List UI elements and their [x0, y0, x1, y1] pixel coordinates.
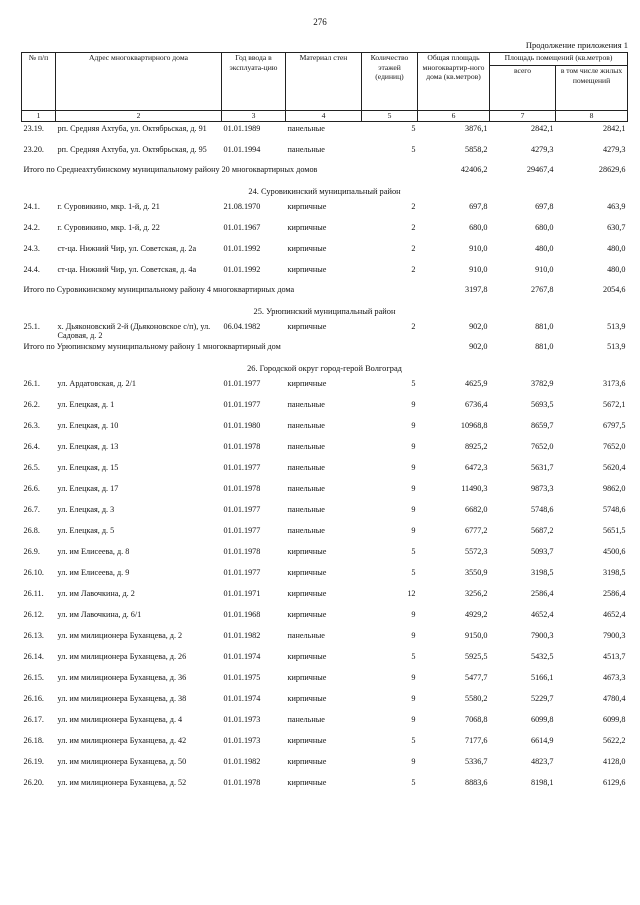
total-living-area: 28629,6 — [598, 164, 626, 174]
total-living-area: 2054,6 — [602, 284, 626, 294]
row-living-area: 4673,3 — [602, 672, 626, 682]
row-premises-area: 3782,9 — [530, 378, 554, 388]
row-total-area: 7177,6 — [464, 735, 488, 745]
row-premises-area: 6099,8 — [530, 714, 554, 724]
row-number: 23.20. — [23, 144, 44, 154]
total-premises-area: 29467,4 — [526, 164, 554, 174]
row-total-area: 680,0 — [469, 222, 488, 232]
column-index-cell: 3 — [222, 111, 286, 122]
row-commission-date: 01.01.1977 — [223, 525, 261, 535]
row-floors: 5 — [411, 378, 416, 388]
row-address: ул. Елецкая, д. 13 — [57, 441, 119, 451]
row-commission-date: 01.01.1977 — [223, 462, 261, 472]
total-row — [22, 341, 628, 363]
row-number: 26.13. — [23, 630, 44, 640]
header-premises-area: Площадь помещений (кв.метров) — [490, 53, 628, 66]
row-premises-area: 6614,9 — [530, 735, 554, 745]
table-row — [22, 713, 628, 734]
column-index-row — [22, 111, 628, 122]
table-body — [22, 111, 628, 797]
row-commission-date: 21.08.1970 — [223, 201, 261, 211]
table-row — [22, 143, 628, 164]
row-floors: 9 — [411, 504, 416, 514]
row-commission-date: 01.01.1989 — [223, 124, 261, 133]
row-commission-date: 06.04.1982 — [223, 321, 261, 331]
row-wall-material: кирпичные — [287, 201, 327, 211]
row-total-area: 6777,2 — [464, 525, 488, 535]
row-living-area: 480,0 — [607, 243, 626, 253]
table-row — [22, 503, 628, 524]
row-living-area: 3173,6 — [602, 378, 626, 388]
row-commission-date: 01.01.1977 — [223, 567, 261, 577]
row-address: рп. Средняя Ахтуба, ул. Октябрьская, д. 95 — [57, 144, 207, 154]
row-floors: 9 — [411, 693, 416, 703]
table-row — [22, 524, 628, 545]
row-total-area: 3876,1 — [464, 124, 488, 133]
row-total-area: 11490,3 — [461, 483, 488, 493]
row-address: ул. Ардатовская, д. 2/1 — [57, 378, 136, 388]
row-living-area: 9862,0 — [602, 483, 626, 493]
row-floors: 5 — [411, 651, 416, 661]
row-floors: 2 — [411, 222, 416, 232]
row-wall-material: кирпичные — [287, 321, 327, 331]
row-total-area: 7068,8 — [464, 714, 488, 724]
row-address: рп. Средняя Ахтуба, ул. Октябрьская, д. 91 — [57, 124, 207, 133]
row-premises-area: 7900,3 — [530, 630, 554, 640]
housing-table — [21, 52, 628, 797]
row-total-area: 3256,2 — [464, 588, 488, 598]
total-area: 902,0 — [469, 341, 488, 351]
table-row — [22, 377, 628, 398]
row-address: х. Дьяконовский 2-й (Дьяконовское с/п), ул. Садовая, д. 2 — [57, 321, 211, 340]
row-number: 25.1. — [23, 321, 40, 331]
row-living-area: 5748,6 — [602, 504, 626, 514]
row-address: ул. им милиционера Буханцева, д. 36 — [57, 672, 187, 682]
row-floors: 9 — [411, 462, 416, 472]
row-number: 24.4. — [23, 264, 40, 274]
row-commission-date: 01.01.1971 — [223, 588, 261, 598]
row-address: ул. им Елисеева, д. 9 — [57, 567, 130, 577]
row-address: ул. им милиционера Буханцева, д. 52 — [57, 777, 187, 787]
row-floors: 5 — [411, 124, 416, 133]
row-premises-area: 8659,7 — [530, 420, 554, 430]
table-row — [22, 440, 628, 461]
row-commission-date: 01.01.1974 — [223, 651, 261, 661]
header-address: Адрес многоквартирного дома — [56, 53, 222, 111]
total-area: 3197,8 — [464, 284, 488, 294]
row-living-area: 3198,5 — [602, 567, 626, 577]
section-heading-row — [22, 306, 628, 320]
table-row — [22, 545, 628, 566]
row-address: ст-ца. Нижний Чир, ул. Советская, д. 4а — [57, 264, 197, 274]
row-wall-material: кирпичные — [287, 243, 327, 253]
row-living-area: 513,9 — [607, 321, 626, 331]
row-address: г. Суровикино, мкр. 1-й, д. 22 — [57, 222, 160, 232]
row-wall-material: кирпичные — [287, 546, 327, 556]
row-wall-material: панельные — [287, 144, 325, 154]
table-row — [22, 263, 628, 284]
row-wall-material: панельные — [287, 441, 325, 451]
row-floors: 5 — [411, 144, 416, 154]
row-address: ул. им Лавочкина, д. 6/1 — [57, 609, 142, 619]
row-address: ул. Елецкая, д. 1 — [57, 399, 115, 409]
row-commission-date: 01.01.1967 — [223, 222, 261, 232]
table-row — [22, 566, 628, 587]
column-index-cell: 6 — [418, 111, 490, 122]
row-address: ул. им милиционера Буханцева, д. 2 — [57, 630, 183, 640]
row-premises-area: 7652,0 — [530, 441, 554, 451]
table-row — [22, 650, 628, 671]
row-living-area: 2842,1 — [602, 124, 626, 133]
row-premises-area: 881,0 — [535, 321, 554, 331]
row-premises-area: 4823,7 — [530, 756, 554, 766]
row-commission-date: 01.01.1977 — [223, 399, 261, 409]
table-row — [22, 608, 628, 629]
row-address: ул. им Лавочкина, д. 2 — [57, 588, 135, 598]
table-row — [22, 482, 628, 503]
header-all: всего — [490, 66, 556, 111]
row-address: ул. Елецкая, д. 17 — [57, 483, 119, 493]
row-number: 26.2. — [23, 399, 40, 409]
column-index-cell: 4 — [286, 111, 362, 122]
table-row — [22, 755, 628, 776]
total-premises-area: 881,0 — [535, 341, 554, 351]
row-wall-material: панельные — [287, 525, 325, 535]
row-address: ул. им милиционера Буханцева, д. 4 — [57, 714, 183, 724]
row-total-area: 6682,0 — [464, 504, 488, 514]
row-address: ул. им Елисеева, д. 8 — [57, 546, 130, 556]
row-total-area: 5580,2 — [464, 693, 488, 703]
row-floors: 9 — [411, 420, 416, 430]
row-floors: 2 — [411, 243, 416, 253]
row-total-area: 10968,8 — [460, 420, 488, 430]
row-premises-area: 3198,5 — [530, 567, 554, 577]
row-wall-material: панельные — [287, 420, 325, 430]
row-floors: 5 — [411, 546, 416, 556]
column-index-cell: 2 — [56, 111, 222, 122]
row-floors: 12 — [407, 588, 416, 598]
row-living-area: 630,7 — [607, 222, 626, 232]
row-number: 23.19. — [23, 124, 44, 133]
row-premises-area: 5093,7 — [530, 546, 554, 556]
row-total-area: 4929,2 — [464, 609, 488, 619]
row-floors: 9 — [411, 630, 416, 640]
header-floors: Количество этажей (единиц) — [362, 53, 418, 111]
column-index-cell: 1 — [22, 111, 56, 122]
row-commission-date: 01.01.1992 — [223, 243, 261, 253]
table-row — [22, 671, 628, 692]
row-living-area: 4279,3 — [602, 144, 626, 154]
row-number: 26.4. — [23, 441, 40, 451]
row-commission-date: 01.01.1975 — [223, 672, 261, 682]
row-commission-date: 01.01.1980 — [223, 420, 261, 430]
header-total-area: Общая площадь многоквартир-ного дома (кв.метров) — [418, 53, 490, 111]
row-wall-material: кирпичные — [287, 378, 327, 388]
row-commission-date: 01.01.1974 — [223, 693, 261, 703]
row-floors: 5 — [411, 777, 416, 787]
row-wall-material: кирпичные — [287, 672, 327, 682]
row-floors: 9 — [411, 399, 416, 409]
row-address: ул. Елецкая, д. 5 — [57, 525, 115, 535]
column-index-cell: 7 — [490, 111, 556, 122]
row-floors: 2 — [411, 264, 416, 274]
row-total-area: 6472,3 — [464, 462, 488, 472]
row-number: 24.3. — [23, 243, 40, 253]
column-index-cell: 8 — [556, 111, 628, 122]
row-address: ул. Елецкая, д. 15 — [57, 462, 119, 472]
header-living: в том числе жилых помещений — [556, 66, 628, 111]
row-total-area: 3550,9 — [464, 567, 488, 577]
row-total-area: 910,0 — [469, 264, 488, 274]
section-heading-row — [22, 186, 628, 200]
row-commission-date: 01.01.1977 — [223, 378, 261, 388]
row-wall-material: кирпичные — [287, 756, 327, 766]
row-total-area: 5858,2 — [464, 144, 488, 154]
column-index-cell: 5 — [362, 111, 418, 122]
row-wall-material: панельные — [287, 630, 325, 640]
row-address: ул. им милиционера Буханцева, д. 38 — [57, 693, 187, 703]
row-living-area: 4500,6 — [602, 546, 626, 556]
row-living-area: 4780,4 — [602, 693, 626, 703]
row-commission-date: 01.01.1973 — [223, 735, 261, 745]
row-number: 26.9. — [23, 546, 40, 556]
row-premises-area: 5687,2 — [530, 525, 554, 535]
row-total-area: 902,0 — [469, 321, 488, 331]
row-premises-area: 5166,1 — [530, 672, 554, 682]
row-number: 24.1. — [23, 201, 40, 211]
header-year: Год ввода в эксплуата-цию — [222, 53, 286, 111]
row-wall-material: кирпичные — [287, 222, 327, 232]
row-floors: 9 — [411, 714, 416, 724]
table-row — [22, 776, 628, 797]
row-living-area: 7900,3 — [602, 630, 626, 640]
row-premises-area: 5229,7 — [530, 693, 554, 703]
table-row — [22, 692, 628, 713]
table-row — [22, 200, 628, 221]
row-floors: 9 — [411, 756, 416, 766]
row-total-area: 5336,7 — [464, 756, 488, 766]
row-number: 26.7. — [23, 504, 40, 514]
row-number: 26.8. — [23, 525, 40, 535]
row-commission-date: 01.01.1978 — [223, 441, 261, 451]
row-commission-date: 01.01.1982 — [223, 756, 261, 766]
row-floors: 2 — [411, 321, 416, 331]
total-area: 42406,2 — [460, 164, 488, 174]
row-number: 26.16. — [23, 693, 44, 703]
total-living-area: 513,9 — [607, 341, 626, 351]
total-premises-area: 2767,8 — [530, 284, 554, 294]
table-row — [22, 461, 628, 482]
total-row — [22, 284, 628, 306]
row-wall-material: панельные — [287, 483, 325, 493]
row-living-area: 5620,4 — [602, 462, 626, 472]
row-number: 26.15. — [23, 672, 44, 682]
row-total-area: 697,8 — [469, 201, 488, 211]
row-number: 24.2. — [23, 222, 40, 232]
row-total-area: 8925,2 — [464, 441, 488, 451]
row-wall-material: кирпичные — [287, 693, 327, 703]
row-living-area: 480,0 — [607, 264, 626, 274]
row-number: 26.20. — [23, 777, 44, 787]
row-premises-area: 8198,1 — [530, 777, 554, 787]
row-living-area: 4652,4 — [602, 609, 626, 619]
row-commission-date: 01.01.1968 — [223, 609, 261, 619]
row-wall-material: панельные — [287, 462, 325, 472]
row-wall-material: кирпичные — [287, 588, 327, 598]
row-premises-area: 697,8 — [535, 201, 554, 211]
row-floors: 9 — [411, 672, 416, 682]
total-label: Итого по Среднеахтубинскому муниципальному району 20 многоквартирных домов — [23, 164, 318, 174]
row-total-area: 5572,3 — [464, 546, 488, 556]
row-address: ул. им милиционера Буханцева, д. 50 — [57, 756, 187, 766]
row-commission-date: 01.01.1977 — [223, 504, 261, 514]
row-living-area: 4128,0 — [602, 756, 626, 766]
row-living-area: 6099,8 — [602, 714, 626, 724]
row-floors: 9 — [411, 525, 416, 535]
row-floors: 9 — [411, 609, 416, 619]
row-total-area: 910,0 — [469, 243, 488, 253]
row-total-area: 6736,4 — [464, 399, 488, 409]
section-heading: 26. Городской округ город-герой Волгоград — [247, 363, 402, 373]
row-wall-material: кирпичные — [287, 777, 327, 787]
row-address: ул. Елецкая, д. 10 — [57, 420, 119, 430]
row-premises-area: 910,0 — [535, 264, 554, 274]
row-wall-material: панельные — [287, 399, 325, 409]
row-living-area: 5651,5 — [602, 525, 626, 535]
table-row — [22, 734, 628, 755]
row-living-area: 5622,2 — [602, 735, 626, 745]
row-premises-area: 2586,4 — [530, 588, 554, 598]
row-address: ул. им милиционера Буханцева, д. 42 — [57, 735, 187, 745]
row-wall-material: кирпичные — [287, 609, 327, 619]
row-floors: 2 — [411, 201, 416, 211]
total-label: Итого по Урюпинскому муниципальному району 1 многоквартирный дом — [23, 341, 281, 351]
row-floors: 9 — [411, 483, 416, 493]
row-wall-material: панельные — [287, 124, 325, 133]
row-wall-material: кирпичные — [287, 264, 327, 274]
row-total-area: 9150,0 — [464, 630, 488, 640]
table-row — [22, 629, 628, 650]
page-number: 276 — [313, 17, 327, 27]
row-living-area: 463,9 — [607, 201, 626, 211]
table-row — [22, 122, 628, 143]
row-premises-area: 5748,6 — [530, 504, 554, 514]
row-premises-area: 680,0 — [535, 222, 554, 232]
total-row — [22, 164, 628, 186]
row-commission-date: 01.01.1982 — [223, 630, 261, 640]
row-premises-area: 4652,4 — [530, 609, 554, 619]
row-floors: 5 — [411, 735, 416, 745]
row-premises-area: 480,0 — [535, 243, 554, 253]
row-total-area: 4625,9 — [464, 378, 488, 388]
continuation-note: Продолжение приложения 1 — [525, 40, 628, 50]
table-row — [22, 398, 628, 419]
row-premises-area: 2842,1 — [530, 124, 554, 133]
row-living-area: 2586,4 — [602, 588, 626, 598]
row-commission-date: 01.01.1973 — [223, 714, 261, 724]
row-floors: 9 — [411, 441, 416, 451]
row-total-area: 8883,6 — [464, 777, 488, 787]
total-label: Итого по Суровикинскому муниципальному району 4 многоквартирных дома — [23, 284, 295, 294]
row-premises-area: 5432,5 — [530, 651, 554, 661]
row-total-area: 5477,7 — [464, 672, 488, 682]
row-living-area: 4513,7 — [602, 651, 626, 661]
row-number: 26.11. — [23, 588, 44, 598]
row-total-area: 5925,5 — [464, 651, 488, 661]
table-row — [22, 242, 628, 263]
row-number: 26.19. — [23, 756, 44, 766]
table-row — [22, 320, 628, 341]
row-address: ул. им милиционера Буханцева, д. 26 — [57, 651, 187, 661]
row-living-area: 6797,5 — [602, 420, 626, 430]
row-address: ст-ца. Нижний Чир, ул. Советская, д. 2а — [57, 243, 197, 253]
section-heading: 24. Суровикинский муниципальный район — [248, 186, 401, 196]
row-commission-date: 01.01.1978 — [223, 546, 261, 556]
row-premises-area: 5631,7 — [530, 462, 554, 472]
section-heading-row — [22, 363, 628, 377]
row-number: 26.17. — [23, 714, 44, 724]
row-commission-date: 01.01.1978 — [223, 777, 261, 787]
row-living-area: 6129,6 — [602, 777, 626, 787]
row-number: 26.12. — [23, 609, 44, 619]
header-num: № п/п — [22, 53, 56, 111]
row-floors: 5 — [411, 567, 416, 577]
row-number: 26.10. — [23, 567, 44, 577]
row-living-area: 7652,0 — [602, 441, 626, 451]
row-wall-material: панельные — [287, 714, 325, 724]
row-number: 26.3. — [23, 420, 40, 430]
row-number: 26.18. — [23, 735, 44, 745]
row-commission-date: 01.01.1994 — [223, 144, 261, 154]
row-premises-area: 5693,5 — [530, 399, 554, 409]
row-wall-material: панельные — [287, 504, 325, 514]
row-number: 26.6. — [23, 483, 40, 493]
row-commission-date: 01.01.1978 — [223, 483, 261, 493]
row-address: г. Суровикино, мкр. 1-й, д. 21 — [57, 201, 160, 211]
row-premises-area: 9873,3 — [530, 483, 554, 493]
row-living-area: 5672,1 — [602, 399, 626, 409]
table-row — [22, 587, 628, 608]
row-number: 26.1. — [23, 378, 40, 388]
row-wall-material: кирпичные — [287, 735, 327, 745]
row-wall-material: кирпичные — [287, 567, 327, 577]
table-row — [22, 419, 628, 440]
row-wall-material: кирпичные — [287, 651, 327, 661]
row-address: ул. Елецкая, д. 3 — [57, 504, 115, 514]
section-heading: 25. Урюпинский муниципальный район — [253, 306, 396, 316]
table-row — [22, 221, 628, 242]
header-material: Материал стен — [286, 53, 362, 111]
row-number: 26.14. — [23, 651, 44, 661]
row-number: 26.5. — [23, 462, 40, 472]
row-premises-area: 4279,3 — [530, 144, 554, 154]
row-commission-date: 01.01.1992 — [223, 264, 261, 274]
